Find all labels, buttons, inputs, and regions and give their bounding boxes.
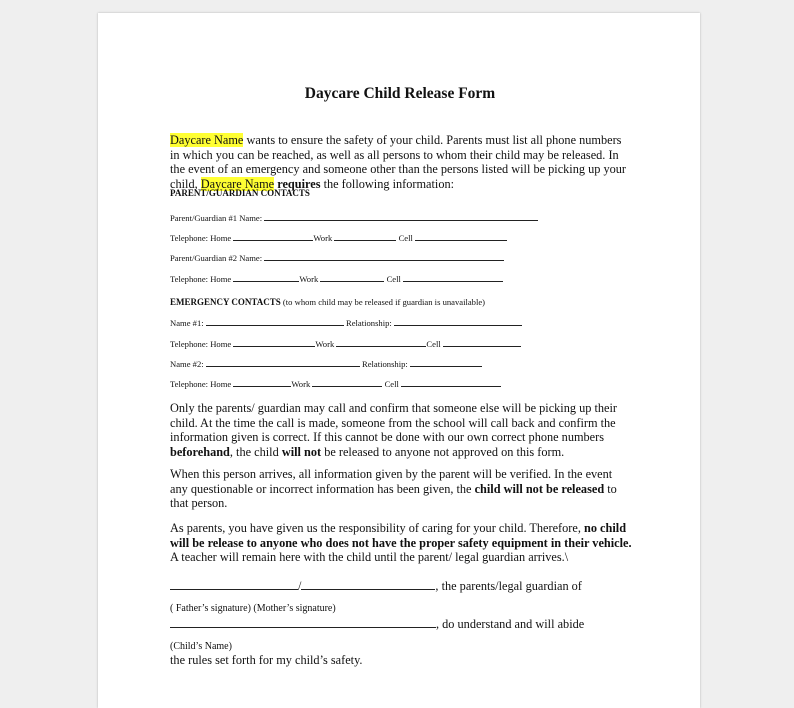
emergency-2-phone-row bbox=[170, 378, 501, 390]
emergency-section-heading: EMERGENCY CONTACTS (to whom child may be released if guardian is unavailable) bbox=[170, 297, 486, 307]
child-not-released-bold: child will not be released bbox=[474, 481, 605, 496]
name-1-label: Name #1: bbox=[170, 318, 204, 328]
relationship-label: Relationship: bbox=[345, 318, 392, 328]
emergency-1-work-line[interactable] bbox=[336, 338, 426, 347]
intro-requires: requires bbox=[277, 176, 321, 191]
guardian-signature-row bbox=[170, 579, 582, 594]
will-not-bold: will not bbox=[281, 444, 322, 459]
emergency-1-name-line[interactable] bbox=[206, 317, 344, 326]
form-title: Daycare Child Release Form bbox=[304, 85, 496, 102]
emergency-1-home-line[interactable] bbox=[233, 338, 315, 347]
cell-label: Cell bbox=[386, 274, 401, 284]
tel-home-label: Telephone: Home bbox=[170, 339, 232, 349]
abide-text: , do understand and will abide bbox=[436, 617, 585, 631]
document-page bbox=[98, 13, 700, 708]
emergency-2-cell-line[interactable] bbox=[401, 378, 501, 387]
child-name-caption: (Child’s Name) bbox=[170, 641, 232, 652]
guardian-1-name-line[interactable] bbox=[264, 212, 538, 221]
tel-home-label: Telephone: Home bbox=[170, 274, 232, 284]
guardian-2-name-line[interactable] bbox=[264, 252, 504, 261]
safety-paragraph: As parents, you have given us the responsibility of caring for your child. Therefore, no child will be release to anyone who does not have the proper safety equipment in their vehicle. A teacher will remain here with the child until the parent/ legal guardian arrives.\ bbox=[170, 521, 632, 564]
parent-section-heading: PARENT/GUARDIAN CONTACTS bbox=[170, 188, 310, 198]
emergency-2-work-line[interactable] bbox=[312, 378, 382, 387]
arrival-paragraph: When this person arrives, all information given by the parent will be verified. In the event any questionable or incorrect information has been given, the child will not be released to that person. bbox=[170, 467, 617, 510]
guardian-of-text: , the parents/legal guardian of bbox=[435, 579, 582, 593]
call-confirm-paragraph: Only the parents/ guardian may call and confirm that someone else will be picking up their child. At the time the call is made, someone from the school will call back and confirm the information given is correct. If this cannot be done with our own correct phone numbers beforehand, the child will not be released to anyone not approved on this form. bbox=[170, 401, 617, 459]
relationship-label: Relationship: bbox=[361, 359, 408, 369]
guardian-1-home-line[interactable] bbox=[233, 232, 313, 241]
cell-label: Cell bbox=[426, 339, 441, 349]
work-label: Work bbox=[291, 379, 311, 389]
emergency-2-row bbox=[170, 358, 482, 370]
emergency-note: (to whom child may be released if guardian is unavailable) bbox=[280, 297, 486, 307]
signature-caption: ( Father’s signature) (Mother’s signature) bbox=[170, 603, 336, 614]
closing-text: the rules set forth for my child’s safety. bbox=[170, 653, 363, 667]
emergency-1-row bbox=[170, 317, 522, 329]
guardian-2-phone-row bbox=[170, 273, 503, 285]
tel-home-label: Telephone: Home bbox=[170, 233, 232, 243]
child-name-line[interactable] bbox=[170, 617, 436, 628]
guardian-2-cell-line[interactable] bbox=[403, 273, 503, 282]
intro-paragraph bbox=[170, 133, 632, 191]
emergency-1-relationship-line[interactable] bbox=[394, 317, 522, 326]
cell-label: Cell bbox=[398, 233, 413, 243]
intro-text-1: wants to ensure the safety of your child. Parents must list all phone numbers in which you can be reached, as well as all persons to whom their child may be released. In the event of an emergency and someone other than the persons listed will be picking up your child, bbox=[170, 133, 626, 191]
signature-slash: / bbox=[298, 579, 302, 593]
emergency-2-name-line[interactable] bbox=[206, 358, 360, 367]
cell-label: Cell bbox=[384, 379, 399, 389]
emergency-1-phone-row bbox=[170, 338, 521, 350]
work-label: Work bbox=[315, 339, 335, 349]
daycare-name-highlight: Daycare Name bbox=[170, 133, 244, 147]
guardian-1-work-line[interactable] bbox=[334, 232, 396, 241]
intro-text-2: the following information: bbox=[320, 176, 455, 191]
guardian-2-row bbox=[170, 252, 504, 264]
emergency-2-relationship-line[interactable] bbox=[410, 358, 482, 367]
guardian-1-cell-line[interactable] bbox=[415, 232, 507, 241]
guardian-1-label: Parent/Guardian #1 Name: bbox=[170, 213, 263, 223]
emergency-1-cell-line[interactable] bbox=[443, 338, 521, 347]
tel-home-label: Telephone: Home bbox=[170, 379, 232, 389]
work-label: Work bbox=[299, 274, 319, 284]
beforehand-bold: beforehand bbox=[170, 444, 230, 459]
daycare-name-highlight-2: Daycare Name bbox=[200, 176, 275, 191]
father-signature-line[interactable] bbox=[170, 579, 298, 590]
guardian-2-work-line[interactable] bbox=[320, 273, 384, 282]
guardian-2-home-line[interactable] bbox=[233, 273, 299, 282]
work-label: Work bbox=[313, 233, 333, 243]
guardian-2-label: Parent/Guardian #2 Name: bbox=[170, 253, 263, 263]
child-name-row bbox=[170, 617, 584, 632]
emergency-2-home-line[interactable] bbox=[233, 378, 291, 387]
guardian-1-row bbox=[170, 212, 538, 224]
safety-equipment-bold: no child will be release to anyone who does not have the proper safety equipment in their vehicle. bbox=[170, 521, 632, 550]
guardian-1-phone-row bbox=[170, 232, 507, 244]
name-2-label: Name #2: bbox=[170, 359, 204, 369]
mother-signature-line[interactable] bbox=[301, 579, 435, 590]
